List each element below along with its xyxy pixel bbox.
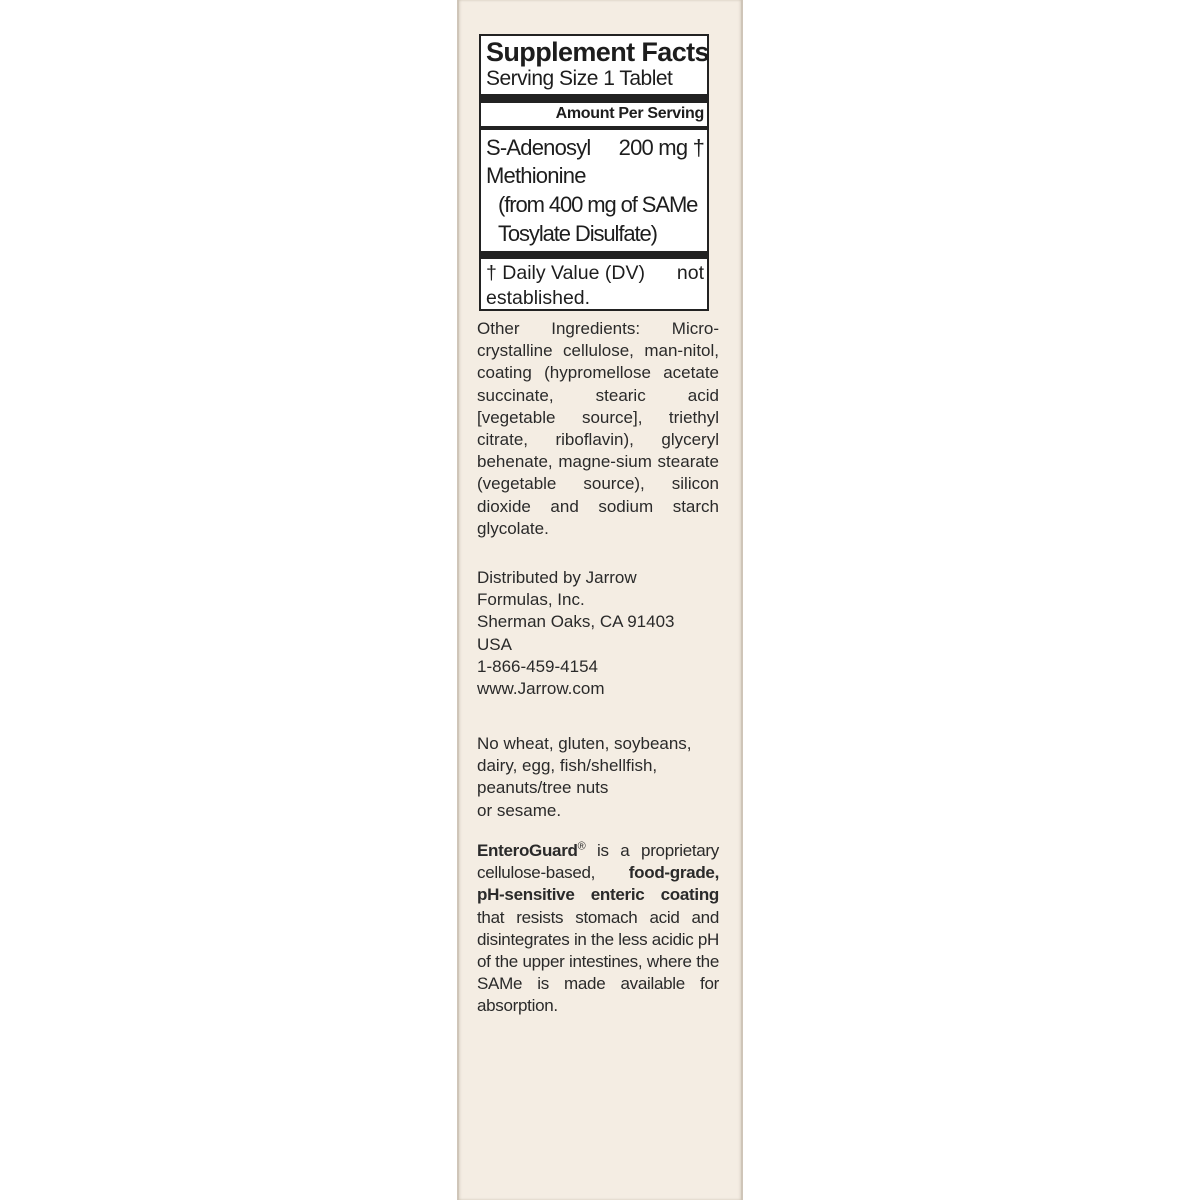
enteroguard-description <box>477 840 719 1018</box>
facts-divider-thick <box>481 94 707 103</box>
ingredient-source-line1: (from 400 mg of SAMe <box>498 192 698 217</box>
ingredient-source-line2: Tosylate Disulfate) <box>498 221 657 246</box>
enteroguard-text2: that resists stomach acid and disintegrates in the less acidic pH of the upper intestines, where the SAMe is made available for absorption. <box>477 907 719 1016</box>
panel-edge-left <box>457 0 459 1200</box>
allergen-statement <box>477 733 719 822</box>
daily-value-note-line1-end: not <box>676 262 704 284</box>
ingredient-name: S-Adenosyl <box>486 135 591 160</box>
enteroguard-bold-text: food-grade, pH-sensitive enteric coating <box>477 863 719 905</box>
label-panel <box>457 0 743 1200</box>
panel-edge-right <box>741 0 743 1200</box>
amount-per-serving-header: Amount Per Serving <box>555 105 704 122</box>
other-ingredients: Other Ingredients: Micro-crystalline cellulose, man-nitol, coating (hypromellose acetate succinate, stearic acid [vegetable source], triethyl citrate, riboflavin), glyceryl behenate, magne-sium stearate (vegetable source), silicon dioxide and sodium starch glycolate. <box>477 319 719 538</box>
distributor-company: Formulas, Inc. <box>477 590 585 610</box>
allergen-line3: peanuts/tree nuts <box>477 778 609 798</box>
ingredient-name-continued: Methionine <box>486 163 586 188</box>
daily-value-note <box>486 261 704 311</box>
serving-size: Serving Size 1 Tablet <box>486 67 673 90</box>
supplement-facts-box <box>479 34 709 311</box>
distributor-phone: 1-866-459-4154 <box>477 656 598 676</box>
distributor-address: Sherman Oaks, CA 91403 <box>477 612 675 632</box>
supplement-facts-title: Supplement Facts <box>486 37 709 67</box>
facts-divider-bottom <box>481 251 707 259</box>
enteroguard-brand: EnteroGuard <box>477 841 578 860</box>
enteroguard-text1: is a proprietary cellulose-based, <box>477 841 719 883</box>
distributor-country: USA <box>477 634 512 654</box>
distributor-info <box>477 567 719 700</box>
registered-mark: ® <box>577 840 586 853</box>
allergen-line4: or sesame. <box>477 800 562 820</box>
allergen-line1: No wheat, gluten, soybeans, <box>477 734 692 753</box>
distributor-line: Distributed by Jarrow <box>477 568 637 587</box>
ingredient-amount: 200 mg † <box>618 135 704 160</box>
distributor-website: www.Jarrow.com <box>477 679 605 699</box>
facts-divider-thin <box>481 126 707 130</box>
allergen-line2: dairy, egg, fish/shellfish, <box>477 756 658 776</box>
daily-value-note-line1: † Daily Value (DV) <box>486 262 645 284</box>
ingredient-row <box>486 133 704 162</box>
daily-value-note-line2: established. <box>486 287 591 309</box>
